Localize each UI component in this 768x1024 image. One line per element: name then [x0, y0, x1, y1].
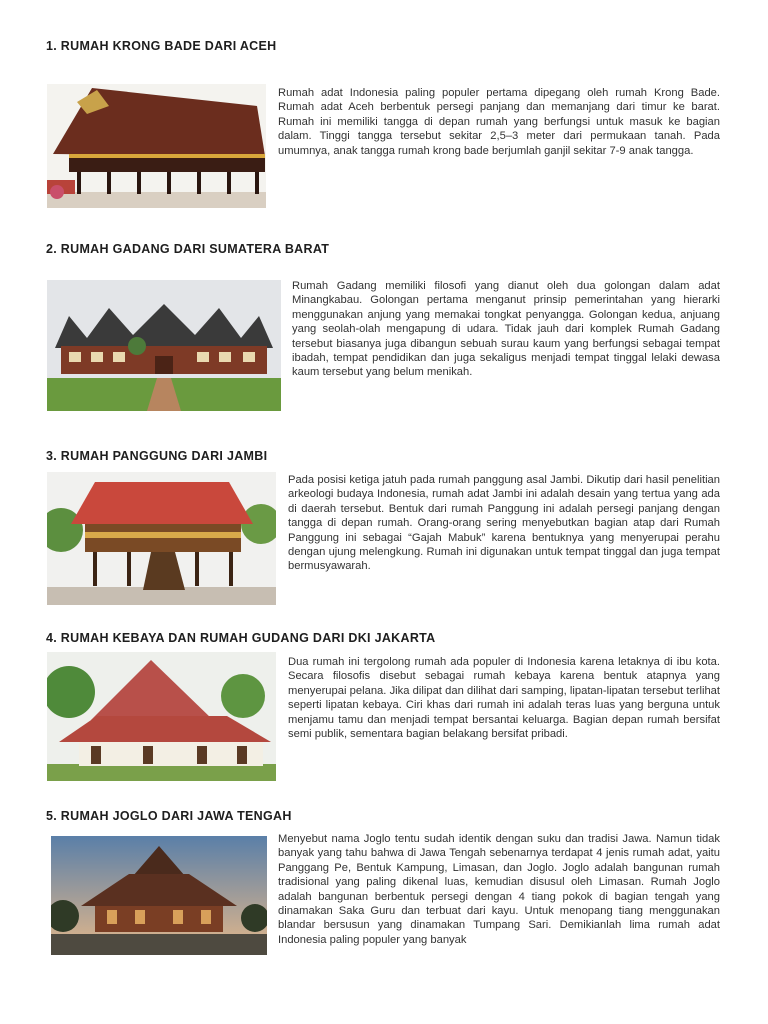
rumah-gadang-photo	[47, 280, 281, 411]
rumah-kebaya-photo	[47, 652, 276, 781]
section-text-rumah-panggung: Pada posisi ketiga jatuh pada rumah panggung asal Jambi. Dikutip dari hasil penelitian arkeologi budaya Indonesia, rumah adat Jambi ini adalah desain yang tertua yang ada di daerah tersebut. Bentuk dari rumah Panggung ini adalah persegi panjang dengan tangga di depan rumah. Orang-orang sering menyebutkan bagian atap dari Rumah Panggung ini sebagai “Gajah Mabuk” karena bentuknya yang menyerupai perahu dengan ujung melengkung. Rumah ini digunakan untuk tempat tinggal dan juga tempat bermusyawarah.	[288, 474, 720, 573]
section-text-krong-bade: Rumah adat Indonesia paling populer pertama dipegang oleh rumah Krong Bade. Rumah adat Aceh berbentuk persegi panjang dan memanjang dari timur ke barat. Rumah ini memiliki tangga di depan rumah yang berfungsi untuk masuk ke bagian dalam. Tinggi tangga tersebut sekitar 2,5–3 meter dari permukaan tanah. Pada umumnya, anak tangga rumah krong bade berjumlah ganjil sekitar 7-9 anak tangga.	[278, 87, 720, 157]
rumah-krong-bade-photo	[47, 84, 266, 208]
rumah-panggung-photo	[47, 472, 276, 605]
section-heading-rumah-panggung: 3. RUMAH PANGGUNG DARI JAMBI	[46, 449, 268, 463]
section-text-rumah-joglo: Menyebut nama Joglo tentu sudah identik dengan suku dan tradisi Jawa. Namun tidak banyak yang tahu bahwa di Jawa Tengah sebenarnya terdapat 4 jenis rumah adat, yaitu Panggang Pe, Bentuk Kampung, Limasan, dan Joglo. Joglo adalah bangunan rumah tradisional yang paling dikenal luas, kemudian disusul oleh Limasan. Rumah Joglo adalah bangunan berbentuk persegi dengan 4 tiang pokok di bagian tengah yang dinamakan Saka Guru dan terbuat dari kayu. Untuk menopang tiang menggunakan blandar bersusun yang dinamakan Tumpang Sari. Demikianlah lima rumah adat Indonesia paling populer yang banyak	[278, 833, 720, 946]
rumah-joglo-photo	[51, 836, 267, 955]
section-heading-rumah-kebaya: 4. RUMAH KEBAYA DAN RUMAH GUDANG DARI DKI JAKARTA	[46, 631, 436, 645]
section-heading-rumah-joglo: 5. RUMAH JOGLO DARI JAWA TENGAH	[46, 809, 292, 823]
section-heading-rumah-gadang: 2. RUMAH GADANG DARI SUMATERA BARAT	[46, 242, 330, 256]
section-heading-krong-bade: 1. RUMAH KRONG BADE DARI ACEH	[46, 39, 277, 53]
section-text-rumah-kebaya: Dua rumah ini tergolong rumah ada populer di Indonesia karena letaknya di ibu kota. Secara filosofis disebut sebagai rumah kebaya karena bentuk atapnya yang menyerupai pelana. Jika dilipat dan dilihat dari samping, lipatan-lipatan tersebut terlihat seperti lipatan kebaya. Ciri khas dari rumah ini adalah teras luas yang berguna untuk menjamu tamu dan menjadi tempat bersantai keluarga. Bagian depan rumah bersifat semi publik, sementara bagian belakang bersifat pribadi.	[288, 656, 720, 741]
section-text-rumah-gadang: Rumah Gadang memiliki filosofi yang dianut oleh dua golongan dalam adat Minangkabau. Golongan pertama menganut prinsip pemerintahan yang hierarki menggunakan anjung yang memakai tongkat penyangga. Golongan kedua, anjuang yang seolah-olah mengapung di udara. Tidak jauh dari komplek Rumah Gadang tersebut biasanya juga dibangun sebuah surau kaum yang berfungsi sebagai tempat ibadah, tempat pendidikan dan juga sekaligus menjadi tempat tinggal lelaki dewasa kaum tersebut yang belum menikah.	[292, 280, 720, 379]
